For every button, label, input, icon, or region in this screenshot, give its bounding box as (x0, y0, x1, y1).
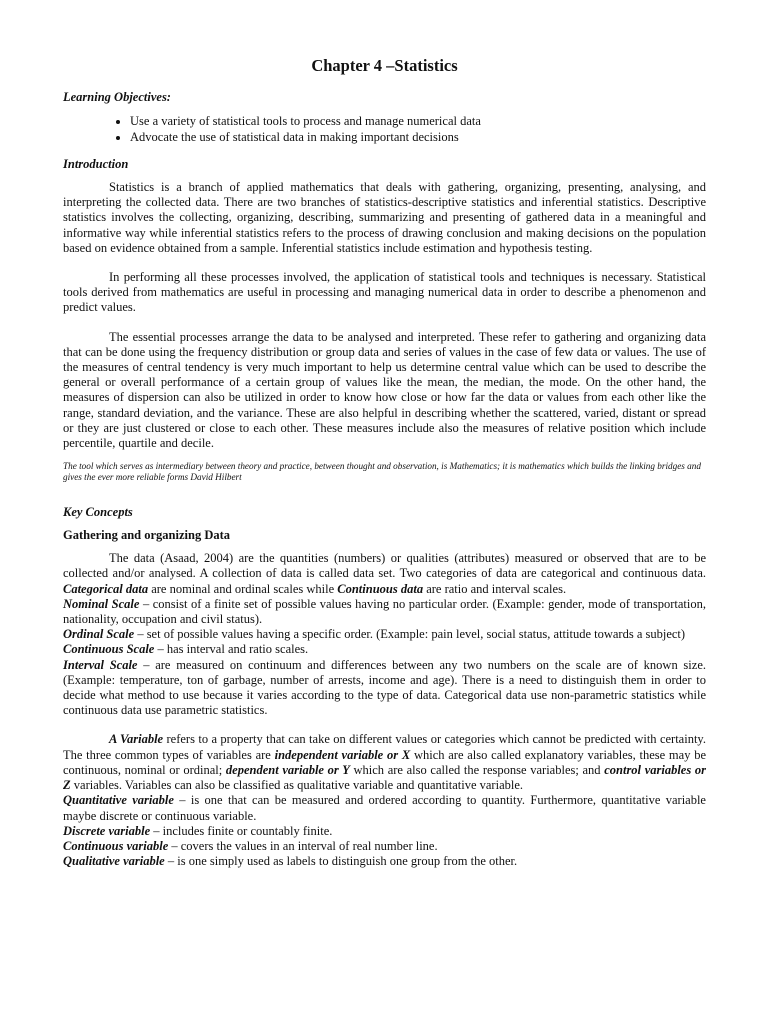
variable-text-4: variables. Variables can also be classified as qualitative variable and quantitative variable. (70, 778, 524, 793)
learning-objectives-list (63, 113, 706, 145)
definition-term: Quantitative variable (63, 793, 174, 808)
chapter-title: Chapter 4 –Statistics (311, 56, 458, 75)
variable-term: A Variable (109, 732, 164, 747)
definition-text: – consist of a finite set of possible values having no particular order. (Example: gender, mode of transportation, nationality, occupation and civil status). (63, 596, 707, 627)
introduction-paragraph-2: In performing all these processes involved, the application of statistical tools and techniques is necessary. Statistical tools derived from mathematics are useful in processing and managing numerical data in order to describe a phenomenon and predict values. (63, 270, 706, 315)
categorical-data-term: Categorical data (63, 581, 149, 596)
objective-item: • Advocate the use of statistical data in making important decisions (130, 129, 706, 145)
definition-text: – set of possible values having a specific order. (Example: pain level, social status, attitude towards a subject) (134, 627, 686, 642)
definition-term: Discrete variable (63, 823, 151, 838)
definition-text: – is one that can be measured and ordered according to quantity. Furthermore, quantitative variable maybe discrete or continuous variable. (63, 793, 706, 823)
variable-text-1: refers to a property that can take on different values or categories which cannot be predicted with certainty. The three common types of variables are (63, 732, 706, 762)
definition-text: – are measured on continuum and differences between any two numbers on the scale are of known size. (Example: temperature, ton of garbage, number of arrests, income and age). There is a need to distinguish them in order to decide what method to use because it varies according to the type of data. Categorical data use non-parametric statistics while continuous data use parametric statistics. (63, 657, 706, 718)
definition-term: Nominal Scale (63, 596, 140, 611)
continuous-scale-definition (63, 642, 706, 657)
continuous-data-term: Continuous data (337, 581, 424, 596)
definition-text: – is one simply used as labels to distinguish one group from the other. (164, 854, 518, 869)
key-concepts-heading: Key Concepts (63, 505, 133, 520)
objective-item: • Use a variety of statistical tools to process and manage numerical data (130, 113, 706, 129)
hilbert-quote: The tool which serves as intermediary between theory and practice, between thought and observation, is Mathematics; it is mathematics which builds the linking bridges and gives the ever more reliable forms David Hilbert (63, 461, 701, 483)
control-variable-term: control variables or Z (63, 762, 706, 793)
introduction-heading: Introduction (63, 157, 129, 171)
definition-term: Continuous variable (63, 838, 169, 853)
definition-term: Qualitative variable (63, 854, 165, 869)
definition-text: – includes finite or countably finite. (150, 823, 333, 838)
introduction-paragraph-3: The essential processes arrange the data to be analysed and interpreted. These refer to gathering and organizing data that can be done using the frequency distribution or group data and series of values in the case of few data or values. The use of the measures of central tendency is very much important to help us determine central value which can be used to describe the general or overall performance of a certain group of values like the mean, the median, the mode. On the other hand, the measures of dispersion can also be utilized in order to know how close or how far the data or values from each other like the range, standard deviation, and the variance. These are also helpful in describing whether the scattered, varied, distant or spread or they are just clustered or close to each other. These measures include also the measures of relative position which include percentile, quartile and decile. (63, 329, 706, 451)
data-text-3: are ratio and interval scales. (423, 581, 567, 596)
qualitative-variable-definition (63, 854, 706, 869)
variable-text-2: which are also called explanatory variables, these may be continuous, nominal or ordinal; (63, 747, 706, 777)
learning-objectives-heading: Learning Objectives: (63, 90, 171, 104)
nominal-scale-definition (63, 597, 706, 627)
independent-variable-term: independent variable or X (274, 747, 411, 762)
definition-text: – has interval and ratio scales. (154, 642, 309, 657)
variable-text-3: which are also called the response variables; and (349, 762, 605, 777)
spacer (63, 718, 706, 732)
data-text-2: are nominal and ordinal scales while (148, 581, 338, 596)
definition-term: Continuous Scale (63, 642, 155, 657)
data-paragraph (63, 551, 706, 597)
data-text-1: The data (Asaad, 2004) are the quantities (numbers) or qualities (attributes) measured or observed that are to be collected and/or analysed. A collection of data is called data set. Two categories of data are categorical and continuous data. (63, 551, 706, 581)
definition-term: Ordinal Scale (63, 627, 135, 642)
continuous-variable-definition (63, 839, 706, 854)
introduction-paragraph-1: Statistics is a branch of applied mathematics that deals with gathering, organizing, presenting, analysing, and interpreting the collected data. There are two branches of statistics-descriptive statistics and inferential statistics. Descriptive statistics involves the collecting, organizing, describing, summarizing and presenting of gathered data in a meaningful and informative way while inferential statistics refers to the process of drawing conclusion and making decisions on the population based on evidence obtained from a sample. Inferential statistics include estimation and hypothesis testing. (63, 180, 706, 255)
variable-paragraph (63, 732, 706, 793)
interval-scale-definition (63, 658, 706, 719)
gathering-data-subheading: Gathering and organizing Data (63, 528, 231, 543)
dependent-variable-term: dependent variable or Y (225, 762, 350, 777)
discrete-variable-definition (63, 824, 706, 839)
definition-text: – covers the values in an interval of real number line. (168, 838, 438, 853)
definition-term: Interval Scale (63, 657, 138, 672)
ordinal-scale-definition (63, 627, 706, 642)
quantitative-variable-definition (63, 793, 706, 823)
